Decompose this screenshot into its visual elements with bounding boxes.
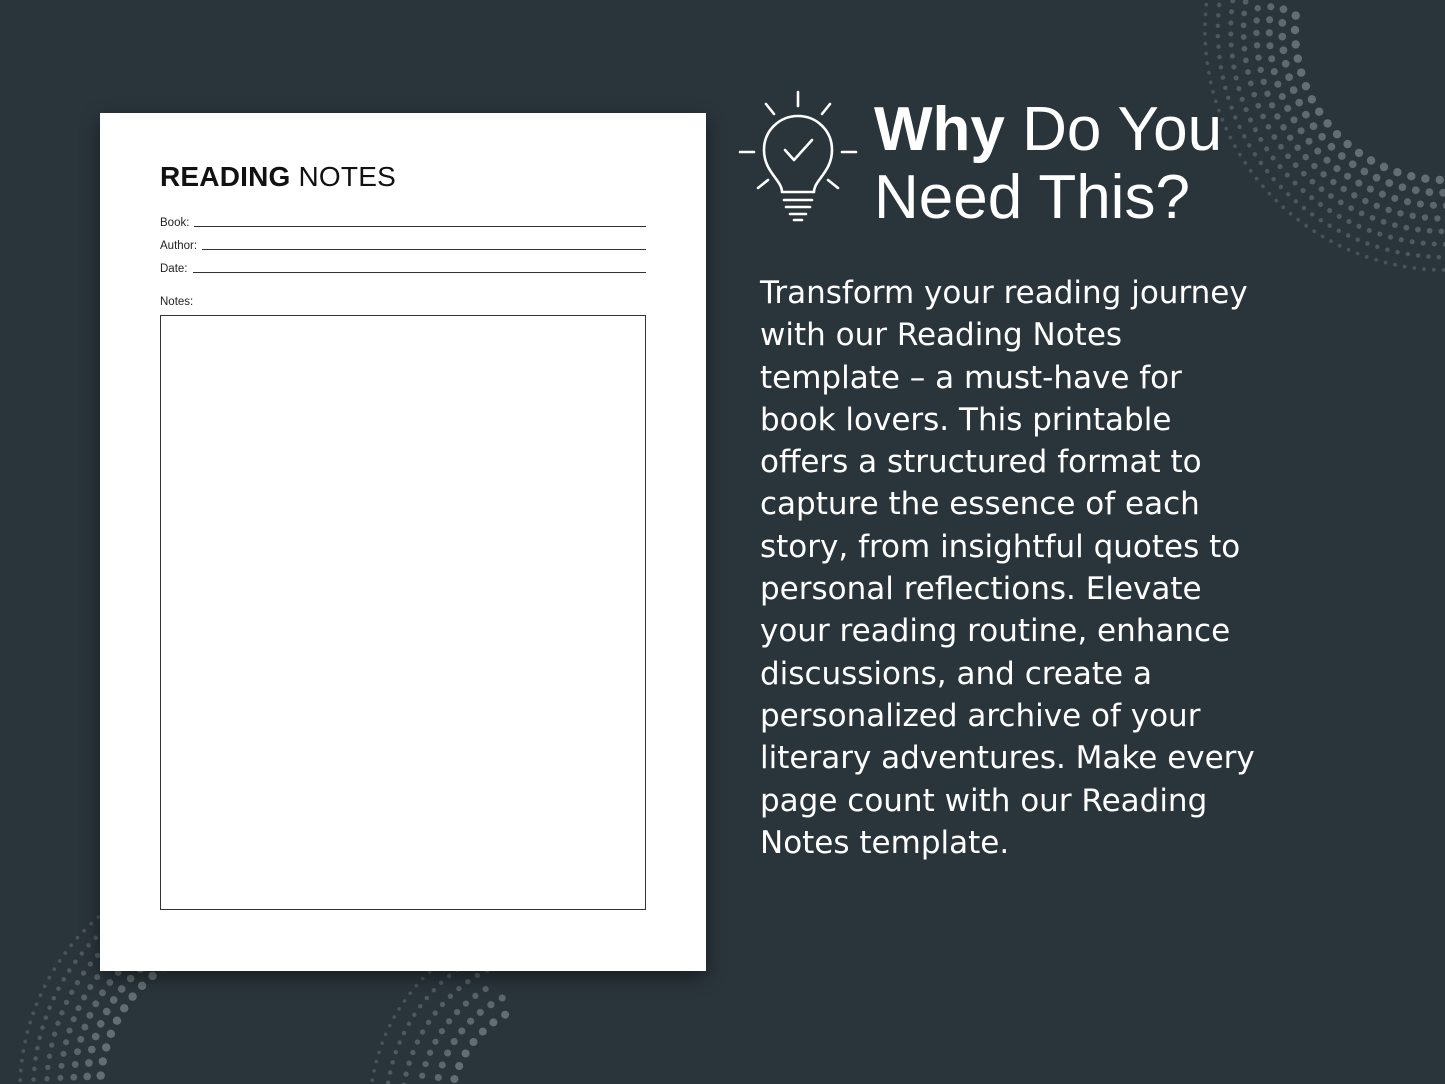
headline-bold-word: Why bbox=[874, 95, 1005, 164]
date-label: Date: bbox=[160, 263, 188, 275]
lightbulb-check-icon bbox=[738, 88, 858, 224]
reading-notes-template-preview bbox=[100, 113, 706, 971]
author-line bbox=[202, 248, 646, 250]
author-label: Author: bbox=[160, 240, 198, 252]
headline-line-2: Need This? bbox=[874, 163, 1190, 232]
template-title-bold: READING bbox=[160, 161, 291, 192]
headline-line-1-rest: Do You bbox=[1022, 95, 1223, 164]
date-line bbox=[193, 271, 647, 273]
description-text: Transform your reading journey with our Reading Notes template – a must-have for book lovers. This printable offers a structured format to capture the essence of each story, from insightful quotes to personal reflections. Elevate your reading routine, enhance discussions, and create a personalized archive of your literary adventures. Make every page count with our Reading Notes template. bbox=[760, 275, 1255, 861]
headline bbox=[874, 96, 1222, 232]
template-title bbox=[160, 161, 396, 193]
headline-line-1 bbox=[874, 96, 1222, 164]
author-field bbox=[160, 234, 646, 252]
book-label: Book: bbox=[160, 217, 190, 229]
book-line bbox=[194, 225, 646, 227]
notes-label: Notes: bbox=[160, 296, 194, 308]
book-field bbox=[160, 211, 646, 229]
template-title-light: NOTES bbox=[298, 161, 396, 192]
notes-box bbox=[160, 315, 646, 910]
date-field bbox=[160, 257, 646, 275]
